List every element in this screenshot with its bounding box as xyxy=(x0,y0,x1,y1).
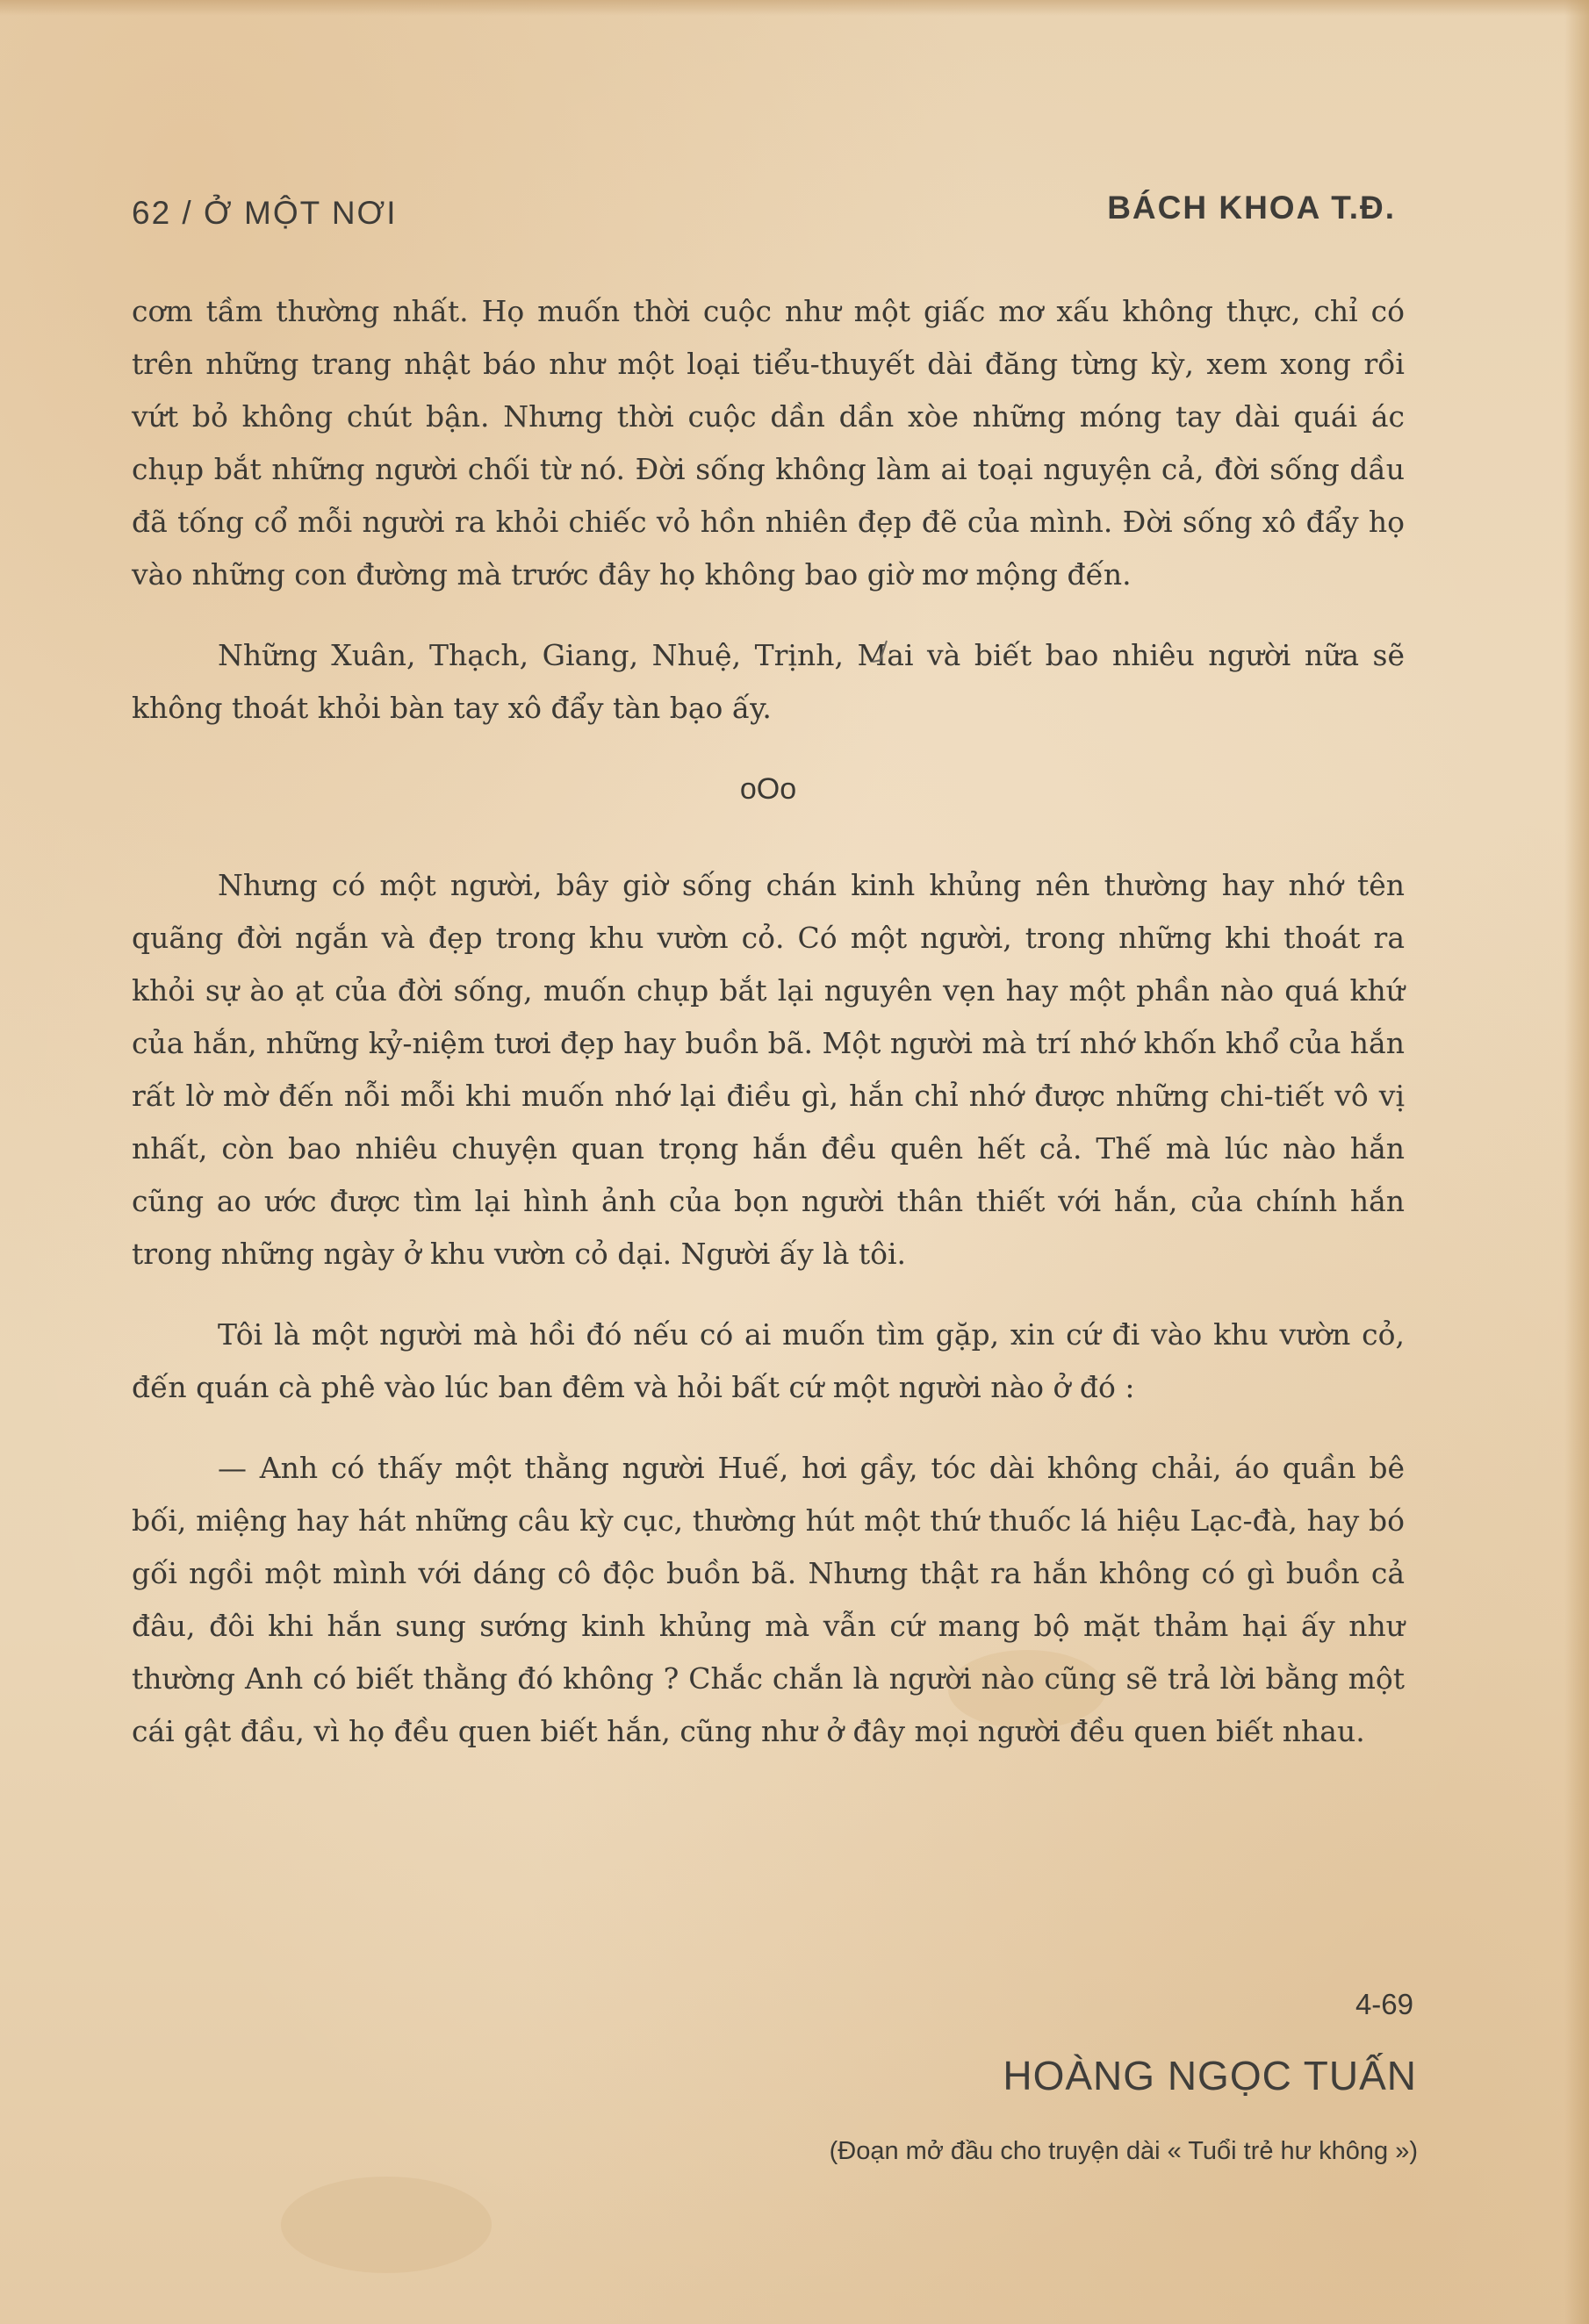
date-line: 4-69 xyxy=(1355,1988,1413,2020)
paragraph: Những Xuân, Thạch, Giang, Nhuệ, Trịnh, Mai và biết bao nhiêu người nữa sẽ không thoát khỏi bàn tay xô đẩy tàn bạo ấy. xyxy=(132,638,1405,725)
paragraph: — Anh có thấy một thằng người Huế, hơi gầy, tóc dài không chải, áo quần bê bối, miệng hay hát những câu kỳ cục, thường hút một thứ thuốc lá hiệu Lạc-đà, hay bó gối ngồi một mình với dáng cô độc buồn bã. Nhưng thật ra hắn không có gì buồn cả đâu, đôi khi hắn sung sướng kinh khủng mà vẫn cứ mang bộ mặt thảm hại ấy như thường Anh có biết thằng đó không ? Chắc chắn là người nào cũng sẽ trả lời bằng một cái gật đầu, vì họ đều quen biết hắn, cũng như ở đây mọi người đều quen biết nhau. xyxy=(132,1451,1405,1748)
paragraph: Tôi là một người mà hồi đó nếu có ai muốn tìm gặp, xin cứ đi vào khu vườn cỏ, đến quán cà phê vào lúc ban đêm và hỏi bất cứ một người nào ở đó : xyxy=(132,1317,1405,1404)
running-header xyxy=(132,190,1396,244)
magazine-title: BÁCH KHOA T.Đ. xyxy=(1107,190,1396,226)
pencil-mark xyxy=(869,639,892,674)
section-separator: oOo xyxy=(739,772,797,806)
article-body xyxy=(132,285,1405,1786)
page-number-and-section: 62 / Ở MỘT NƠI xyxy=(132,195,398,231)
page-right-edge xyxy=(1564,0,1589,2324)
author-name: HOÀNG NGỌC TUẤN xyxy=(1003,2053,1417,2098)
page-top-edge xyxy=(0,0,1589,16)
paragraph: Nhưng có một người, bây giờ sống chán kinh khủng nên thường hay nhớ tên quãng đời ngắn và đẹp trong khu vườn cỏ. Có một người, trong những khi thoát ra khỏi sự ào ạt của đời sống, muốn chụp bắt lại nguyên vẹn hay một phần nào quá khứ của hắn, những kỷ-niệm tươi đẹp hay buồn bã. Một người mà trí nhớ khốn khổ của hắn rất lờ mờ đến nỗi mỗi khi muốn nhớ lại điều gì, hắn chỉ nhớ được những chi-tiết vô vị nhất, còn bao nhiêu chuyện quan trọng hắn đều quên hết cả. Thế mà lúc nào hắn cũng ao ước được tìm lại hình ảnh của bọn người thân thiết với hắn, của chính hắn trong những ngày ở khu vườn cỏ dại. Người ấy là tôi. xyxy=(132,868,1405,1271)
paragraph: cơm tầm thường nhất. Họ muốn thời cuộc như một giấc mơ xấu không thực, chỉ có trên những trang nhật báo như một loại tiểu-thuyết dài đăng từng kỳ, xem xong rồi vứt bỏ không chút bận. Nhưng thời cuộc dần dần xòe những móng tay dài quái ác chụp bắt những người chối từ nó. Đời sống không làm ai toại nguyện cả, đời sống dầu đã tống cổ mỗi người ra khỏi chiếc vỏ hồn nhiên đẹp đẽ của mình. Đời sống xô đẩy họ vào những con đường mà trước đây họ không bao giờ mơ mộng đến. xyxy=(132,294,1405,592)
source-note: (Đoạn mở đầu cho truyện dài « Tuổi trẻ hư không ») xyxy=(829,2137,1418,2165)
paper-stain xyxy=(281,2177,492,2273)
